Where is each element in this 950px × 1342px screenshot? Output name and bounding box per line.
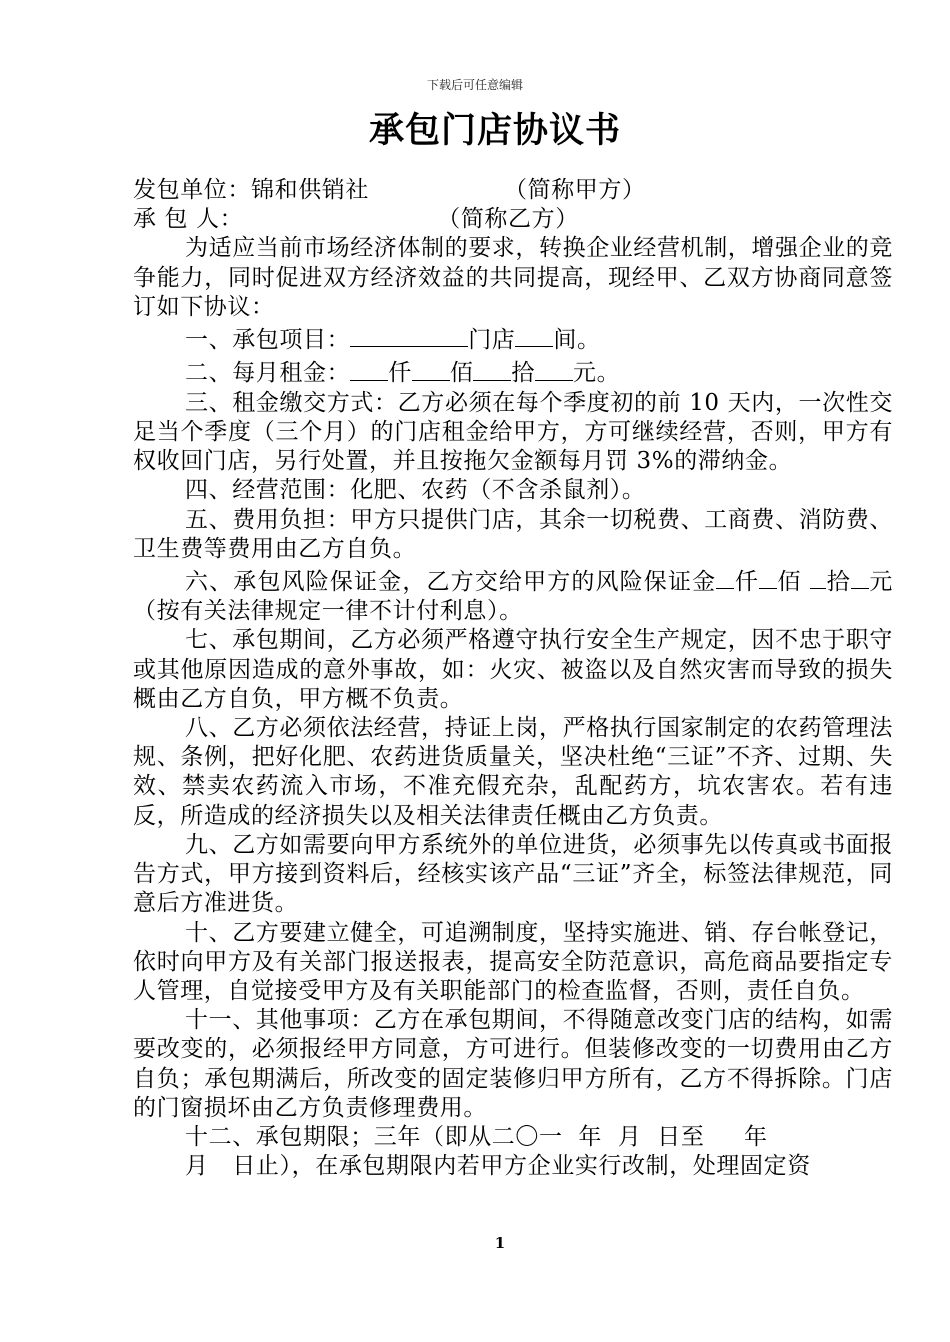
clause-4: 四、经营范围：化肥、农药（不含杀鼠剂）。 — [185, 477, 646, 504]
clause-2-prefix: 二、每月租金： — [185, 360, 351, 387]
blank-field — [851, 564, 869, 589]
blank-field — [412, 355, 450, 380]
clause-6-prefix: 六、承包风险保证金，乙方交给甲方的风险保证金 — [185, 569, 717, 596]
document-body — [133, 176, 893, 1181]
clause-10: 十、乙方要建立健全，可追溯制度，坚持实施进、销、存台帐登记，依时向甲方及有关部门报送报表，提高安全防范意识，高危商品要指定专人管理，自觉接受甲方及有关职能部门的检查监督，否则，责任自负。 — [133, 919, 893, 1004]
clause-1-mid: 门店 — [468, 327, 516, 354]
contractee-line — [133, 205, 893, 234]
clause-9: 九、乙方如需要向甲方系统外的单位进货，必须事先以传真或书面报告方式，甲方接到资料后，经核实该产品“三证”齐全，标签法律规范，同意后方准进货。 — [133, 831, 893, 917]
unit-label: 仟 — [734, 569, 759, 596]
clause-3: 三、租金缴交方式：乙方必须在每个季度初的前 10 天内，一次性交足当个季度（三个月）的门店租金给甲方，方可继续经营，否则，甲方有权收回门店，另行处置，并且按拖欠金额每月罚 3%的滞纳金。 — [133, 389, 893, 475]
contractor-short: （简称甲方） — [504, 177, 646, 203]
unit-label: 元。 — [573, 360, 621, 387]
unit-label: 元（按有关法律规定一律不计付利息）。 — [133, 569, 893, 625]
clause-11: 十一、其他事项：乙方在承包期间，不得随意改变门店的结构，如需要改变的，必须报经甲方同意，方可进行。但装修改变的一切费用由乙方自负；承包期满后，所改变的固定装修归甲方所有，乙方不得拆除。门店的门窗损坏由乙方负责修理费用。 — [133, 1007, 893, 1121]
blank-field — [350, 355, 388, 380]
blank-field — [350, 322, 468, 347]
unit-label: 仟 — [388, 360, 412, 387]
blank-field — [515, 322, 553, 347]
contractee-label: 承 包 人： — [133, 206, 244, 233]
unit-label: 佰 — [776, 569, 802, 596]
clause-5: 五、费用负担：甲方只提供门店，其余一切税费、工商费、消防费、卫生费等费用由乙方自负。 — [133, 506, 893, 562]
clause-12-line-2: 月 日止），在承包期限内若甲方企业实行改制，处理固定资 — [185, 1153, 811, 1180]
blank-field — [473, 355, 511, 380]
clause-6 — [133, 564, 893, 627]
clause-2 — [133, 355, 893, 388]
contractor-label: 发包单位： — [133, 177, 251, 203]
blank-field — [759, 564, 777, 589]
contractor-name: 锦和供销社 — [251, 177, 369, 203]
contractee-short: （简称乙方） — [437, 206, 579, 233]
clause-1 — [133, 322, 893, 355]
clause-7: 七、承包期间，乙方必须严格遵守执行安全生产规定，因不忠于职守或其他原因造成的意外事故，如：火灾、被盗以及自然灾害而导致的损失概由乙方自负，甲方概不负责。 — [133, 627, 893, 712]
clause-8: 八、乙方必须依法经营，持证上岗，严格执行国家制定的农药管理法规、条例，把好化肥、农药进货质量关，坚决杜绝“三证”不齐、过期、失效、禁卖农药流入市场，不准充假充杂，乱配药方，坑农害农。若有违反，所造成的经济损失以及相关法律责任概由乙方负责。 — [133, 715, 893, 829]
blank-field — [535, 355, 573, 380]
page-number: 1 — [494, 1234, 506, 1252]
header-note: 下载后可任意编辑 — [426, 78, 523, 92]
unit-label: 拾 — [511, 360, 536, 387]
blank-field — [716, 564, 734, 589]
clause-1-suffix: 间。 — [553, 327, 601, 354]
document-title: 承包门店协议书 — [368, 111, 621, 151]
contractor-line — [133, 176, 893, 205]
clause-12-line-1: 十二、承包期限；三年（即从二〇一 年 月 日至 年 — [185, 1123, 768, 1150]
unit-label: 佰 — [449, 360, 474, 387]
blank-field — [810, 564, 826, 589]
intro-paragraph: 为适应当前市场经济体制的要求，转换企业经营机制，增强企业的竞争能力，同时促进双方经济效益的共同提高，现经甲、乙双方协商同意签订如下协议： — [133, 235, 893, 320]
clause-1-prefix: 一、承包项目： — [185, 327, 351, 354]
unit-label: 拾 — [826, 569, 851, 596]
